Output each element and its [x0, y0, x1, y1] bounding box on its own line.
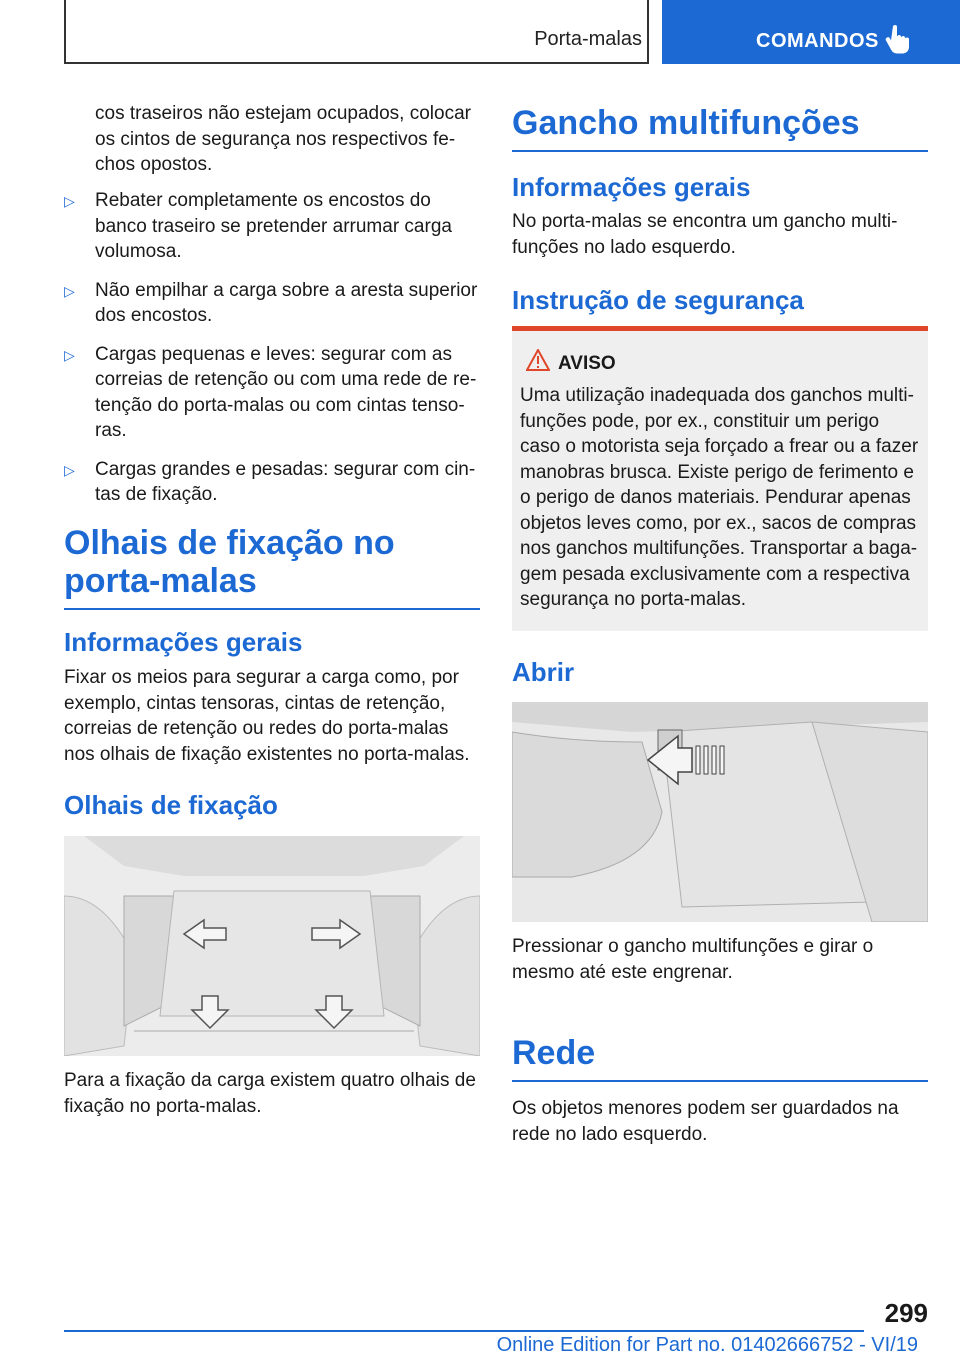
chapter-tab-label: COMANDOS [756, 30, 879, 52]
list-item: ▷ Cargas grandes e pesadas: segurar com cintas de fixação. [64, 458, 476, 505]
list-item: ▷ Cargas pequenas e leves: segurar com as correias de retenção ou com uma rede de retenção do porta-malas ou com cintas tensoras. [64, 343, 477, 441]
bullet-list [64, 188, 480, 521]
caption-gancho: Pressionar o gancho multifunções e girar o mesmo até este engrenar. [512, 936, 874, 983]
trunk-image [64, 836, 480, 1056]
bullet-triangle-icon: ▷ [64, 346, 75, 363]
page-number: 299 [884, 1298, 928, 1328]
paragraph-olhais: Fixar os meios para segurar a carga como, por exemplo, cintas tensoras, cintas de retenção, correias de retenção ou redes do porta-malas nos olhais de fixação existentes no porta-malas. [64, 667, 470, 765]
intro-paragraph: cos traseiros não estejam ocupados, colocar os cintos de segurança nos respectivos fechos opostos. [95, 103, 471, 175]
warning-title: AVISO [520, 353, 920, 375]
heading-olhais-fixacao: Olhais de fixação [64, 790, 278, 820]
chapter-tab[interactable] [662, 0, 960, 64]
heading-info-gerais-right: Informações gerais [512, 172, 751, 202]
paragraph-gancho: No porta-malas se encontra um gancho multifunções no lado esquerdo. [512, 211, 898, 258]
warning-text: Uma utilização inadequada dos ganchos multifunções pode, por ex., constituir um perigo caso o motorista seja forçado a frear ou a fazer manobras brusca. Existe perigo de ferimento e o perigo de danos materiais. Pendurar apenas objetos leves como, por ex., sacos de compras nos ganchos multifunções. Transportar a bagagem pesada exclusivamente com a respectiva segurança no porta-malas. [520, 385, 919, 610]
footer-divider [64, 1330, 864, 1332]
bullet-triangle-icon: ▷ [64, 193, 75, 209]
footer-edition[interactable]: Online Edition for Part no. 01402666752 - VI/19 [496, 1334, 918, 1356]
hand-pointer-icon [884, 24, 912, 54]
section-title: Porta-malas [534, 28, 642, 50]
caption-olhais: Para a fixação da carga existem quatro olhais de fixação no porta-malas. [64, 1070, 476, 1117]
bullet-triangle-icon: ▷ [64, 461, 75, 478]
heading-seguranca: Instrução de segurança [512, 285, 804, 315]
heading-rede: Rede [512, 1034, 928, 1082]
warning-box [512, 326, 928, 631]
heading-info-gerais-left: Informações gerais [64, 627, 303, 657]
heading-gancho: Gancho multifunções [512, 104, 928, 152]
warning-triangle-icon [526, 349, 550, 371]
heading-olhais: Olhais de fixação no porta-malas [64, 524, 480, 610]
heading-abrir: Abrir [512, 657, 575, 687]
list-item: ▷ Rebater completamente os encostos do banco traseiro se pretender arrumar carga volumosa. [64, 190, 452, 262]
list-item: ▷ Não empilhar a carga sobre a aresta superior dos encostos. [64, 279, 478, 326]
paragraph-rede: Os objetos menores podem ser guardados na rede no lado esquerdo. [512, 1098, 899, 1145]
hook-image [512, 702, 928, 922]
bullet-triangle-icon: ▷ [64, 282, 75, 299]
